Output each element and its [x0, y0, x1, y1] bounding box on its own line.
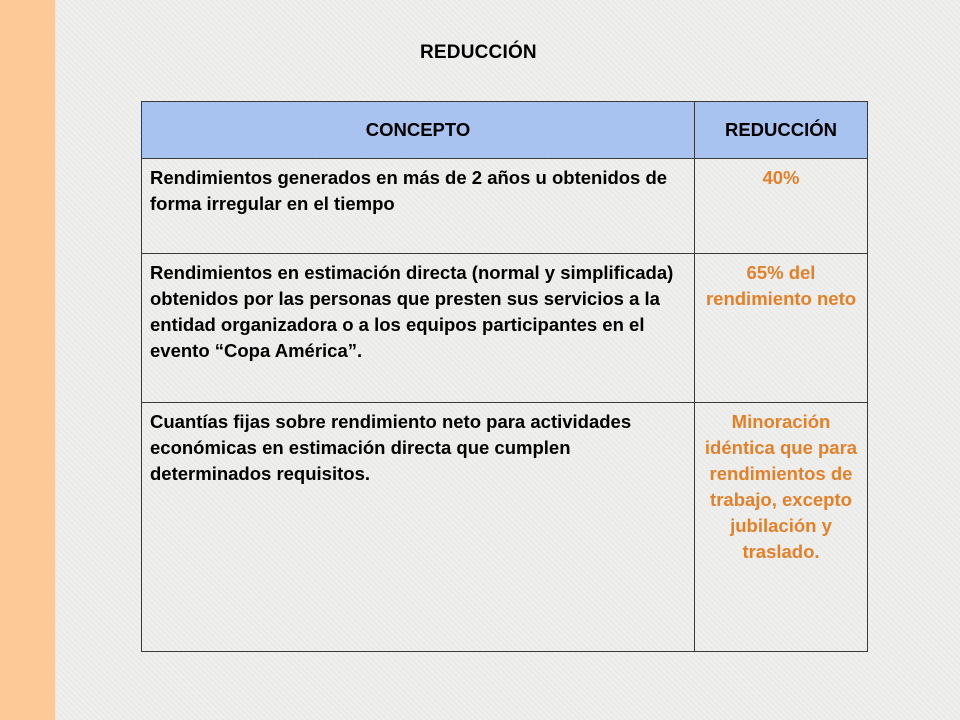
- reduction-table: [141, 101, 868, 652]
- slide-title: REDUCCIÓN: [420, 42, 537, 63]
- concept-cell: Cuantías fijas sobre rendimiento neto para actividades económicas en estimación directa que cumplen determinados requisitos.: [142, 403, 695, 652]
- reduction-cell: Minoración idéntica que para rendimientos de trabajo, excepto jubilación y traslado.: [695, 403, 868, 652]
- reduction-cell: 65% del rendimiento neto: [695, 254, 868, 403]
- concept-cell: Rendimientos en estimación directa (normal y simplificada) obtenidos por las personas que presten sus servicios a la entidad organizadora o a los equipos participantes en el evento “Copa América”.: [142, 254, 695, 403]
- concept-cell: Rendimientos generados en más de 2 años u obtenidos de forma irregular en el tiempo: [142, 159, 695, 254]
- table-row: [142, 403, 868, 652]
- table-header-row: [142, 102, 868, 159]
- header-concept: CONCEPTO: [142, 102, 695, 159]
- table-row: [142, 159, 868, 254]
- reduction-cell: 40%: [695, 159, 868, 254]
- left-accent-strip: [0, 0, 55, 720]
- table-row: [142, 254, 868, 403]
- header-reduction: REDUCCIÓN: [695, 102, 868, 159]
